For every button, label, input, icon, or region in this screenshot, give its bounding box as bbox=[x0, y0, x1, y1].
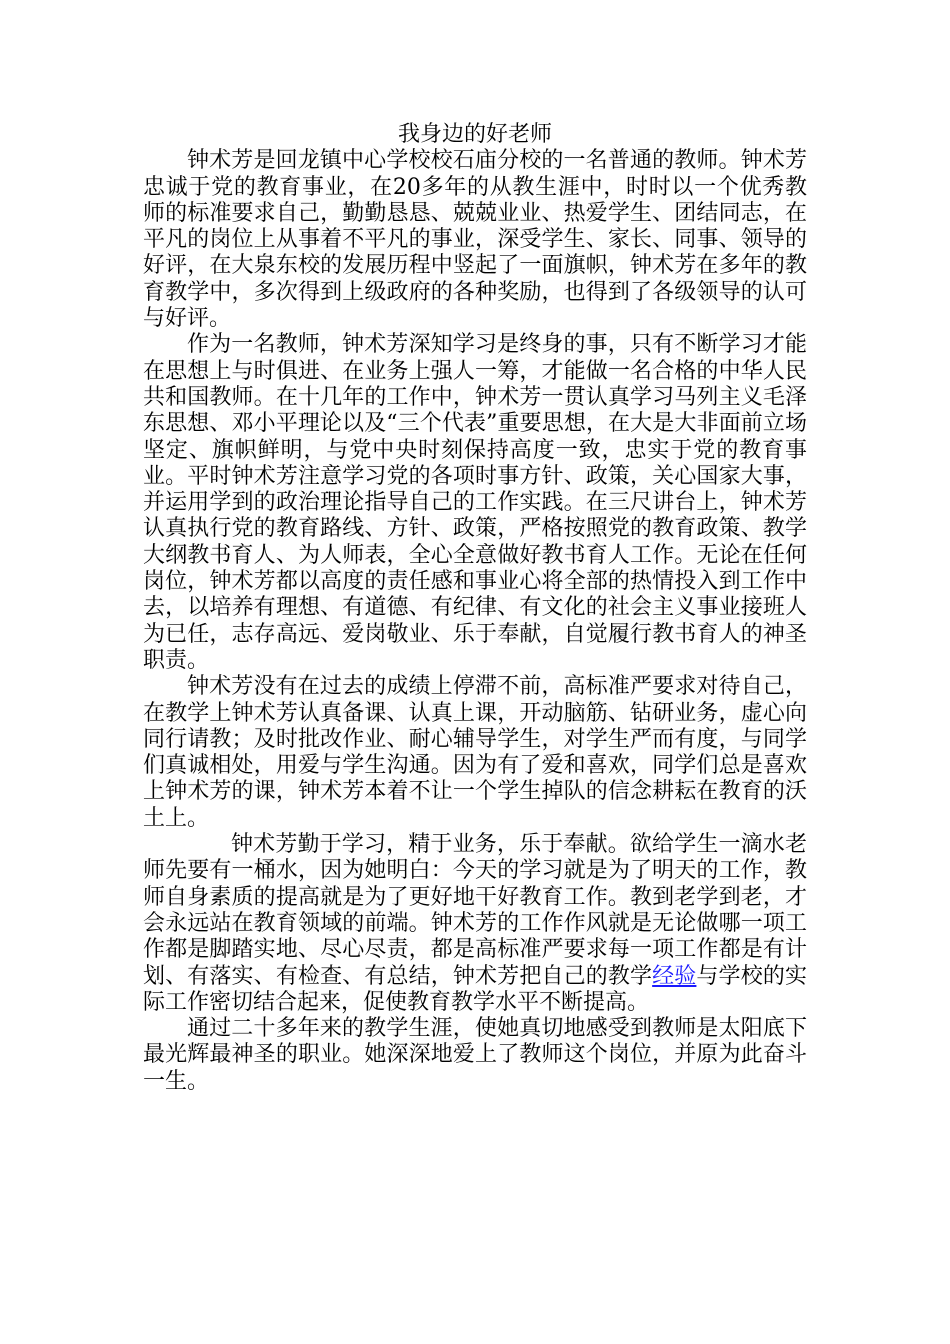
paragraph-2: 作为一名教师，钟术芳深知学习是终身的事，只有不断学习才能在思想上与时俱进、在业务上强人一筹，才能做一名合格的中华人民共和国教师。在十几年的工作中，钟术芳一贯认真学习马列主义毛泽东思想、邓小平理论以及“三个代表”重要思想，在大是大非面前立场坚定、旗帜鲜明，与党中央时刻保持高度一致，忠实于党的教育事业。平时钟术芳注意学习党的各项时事方针、政策，关心国家大事，并运用学到的政治理论指导自己的工作实践。在三尺讲台上，钟术芳认真执行党的教育路线、方针、政策，严格按照党的教育政策、教学大纲教书育人、为人师表，全心全意做好教书育人工作。无论在任何岗位，钟术芳都以高度的责任感和事业心将全部的热情投入到工作中去，以培养有理想、有道德、有纪律、有文化的社会主义事业接班人为已任，志存高远、爱岗敬业、乐于奉献，自觉履行教书育人的神圣职责。 bbox=[143, 332, 807, 673]
paragraph-1: 钟术芳是回龙镇中心学校校石庙分校的一名普通的教师。钟术芳忠诚于党的教育事业，在20多年的从教生涯中，时时以一个优秀教师的标准要求自己，勤勤恳恳、兢兢业业、热爱学生、团结同志，在平凡的岗位上从事着不平凡的事业，深受学生、家长、同事、领导的好评，在大泉东校的发展历程中竖起了一面旗帜，钟术芳在多年的教育教学中，多次得到上级政府的各种奖励，也得到了各级领导的认可与好评。 bbox=[143, 148, 807, 332]
experience-link[interactable]: 经验 bbox=[652, 963, 697, 989]
paragraph-5: 通过二十多年来的教学生涯，使她真切地感受到教师是太阳底下最光辉最神圣的职业。她深深地爱上了教师这个岗位，并原为此奋斗一生。 bbox=[143, 1016, 807, 1094]
paragraph-4-text-b: 与学校的实际工作密切结合起来，促使教育教学水平不断提高。 bbox=[143, 963, 807, 1015]
document-page bbox=[143, 122, 807, 1095]
paragraph-3: 钟术芳没有在过去的成绩上停滞不前，高标准严要求对待自己，在教学上钟术芳认真备课、认真上课，开动脑筋、钻研业务，虚心向同行请教；及时批改作业、耐心辅导学生，对学生严而有度，与同学们真诚相处，用爱与学生沟通。因为有了爱和喜欢，同学们总是喜欢上钟术芳的课，钟术芳本着不让一个学生掉队的信念耕耘在教育的沃土上。 bbox=[143, 674, 807, 831]
paragraph-4 bbox=[143, 832, 807, 1016]
paragraph-4-text-a: 钟术芳勤于学习，精于业务，乐于奉献。欲给学生一滴水老师先要有一桶水，因为她明白：今天的学习就是为了明天的工作，教师自身素质的提高就是为了更好地干好教育工作。教到老学到老，才会永远站在教育领域的前端。钟术芳的工作作风就是无论做哪一项工作都是脚踏实地、尽心尽责，都是高标准严要求每一项工作都是有计划、有落实、有检查、有总结，钟术芳把自己的教学 bbox=[143, 832, 807, 989]
document-title: 我身边的好老师 bbox=[397, 122, 552, 147]
